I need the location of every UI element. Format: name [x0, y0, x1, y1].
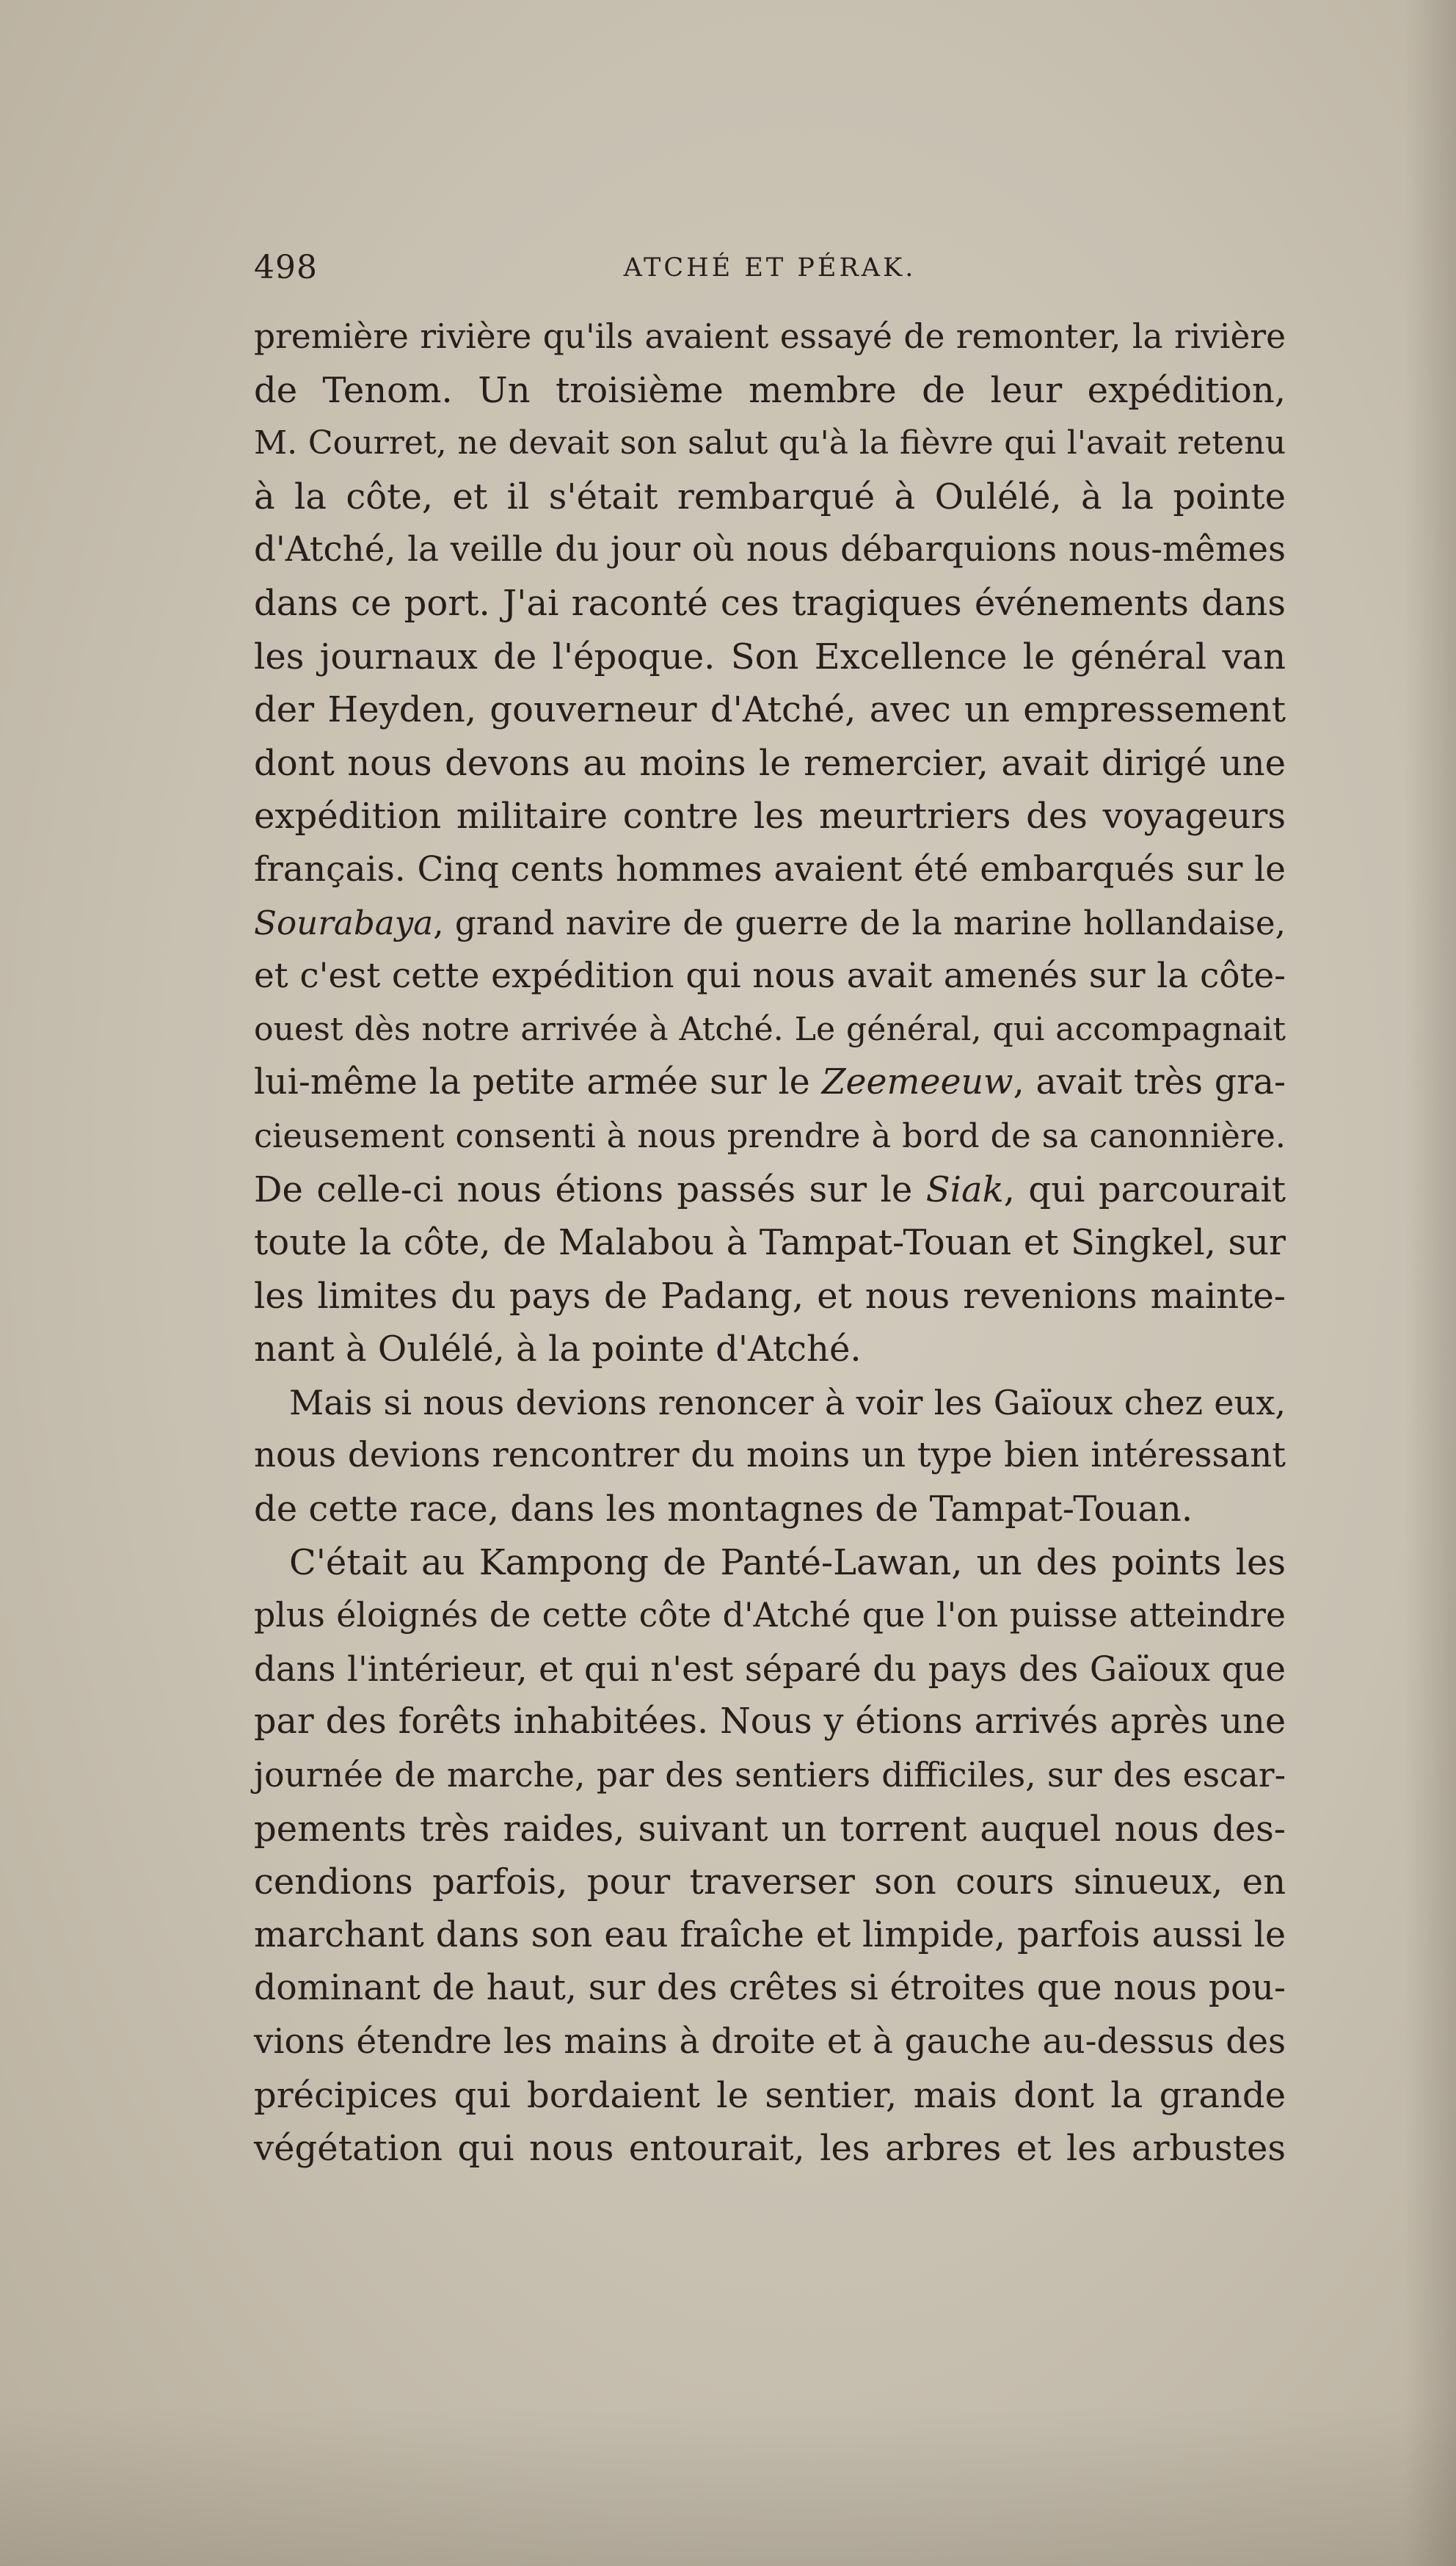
page-number: 498: [254, 249, 318, 286]
text-line-segment: vions étendre les mains à droite et à gauche au-dessus des: [254, 2021, 1286, 2062]
text-line-segment: der Heyden, gouverneur d'Atché, avec un empressement: [254, 689, 1286, 731]
text-line-segment: première rivière qu'ils avaient essayé de remonter, la rivière: [254, 317, 1286, 356]
text-line-segment: précipices qui bordaient le sentier, mais dont la grande: [254, 2074, 1286, 2116]
text-line-segment: marchant dans son eau fraîche et limpide, parfois aussi le: [254, 1914, 1286, 1955]
text-line: [254, 1483, 1286, 1536]
text-line-segment: les limites du pays de Padang, et nous revenions mainte-: [254, 1275, 1286, 1317]
text-line-segment: de cette race, dans les montagnes de Tampat-Touan.: [254, 1489, 1193, 1530]
text-line-segment: Mais si nous devions renoncer à voir les Gaïoux chez eux,: [289, 1382, 1286, 1422]
page-edge-shadow: [1405, 0, 1456, 2566]
text-line: [254, 790, 1286, 843]
text-line-segment: cieusement consenti à nous prendre à bord de sa canonnière.: [254, 1116, 1286, 1155]
italic-segment: Siak: [925, 1168, 1004, 1210]
text-line: [254, 1962, 1286, 2016]
text-line-segment: végétation qui nous entourait, les arbres et les arbustes: [254, 2128, 1286, 2170]
text-line: [254, 1749, 1286, 1803]
text-line: [254, 1429, 1286, 1483]
text-line: [254, 1110, 1286, 1163]
text-line: [254, 1376, 1286, 1430]
text-line: [254, 843, 1286, 897]
text-line: [254, 1589, 1286, 1643]
text-line-segment: cendions parfois, pour traverser son cours sinueux, en: [254, 1861, 1286, 1903]
text-line: [254, 1323, 1286, 1376]
text-line-segment: les journaux de l'époque. Son Excellence le général van: [254, 636, 1286, 677]
text-line: [254, 523, 1286, 577]
text-line: [254, 417, 1286, 470]
text-line-segment: par des forêts inhabitées. Nous y étions arrivés après une: [254, 1701, 1286, 1742]
text-line: [254, 2069, 1286, 2123]
italic-segment: Zeemeeuw: [821, 1062, 1013, 1103]
body-text: [254, 310, 1286, 2176]
text-line-segment: nant à Oulélé, à la pointe d'Atché.: [254, 1329, 862, 1370]
text-line-segment: dans ce port. J'ai raconté ces tragiques événements dans: [254, 582, 1286, 624]
italic-segment: Sourabaya: [254, 903, 434, 942]
text-line: [254, 630, 1286, 684]
text-line: [254, 737, 1286, 790]
text-line-segment: De celle-ci nous étions passés sur le: [254, 1168, 926, 1210]
text-line: [254, 683, 1286, 737]
text-line-segment: plus éloignés de cette côte d'Atché que l'on puisse atteindre: [254, 1596, 1286, 1635]
text-line: [254, 1003, 1286, 1057]
text-line: [254, 1216, 1286, 1270]
text-line: [254, 1909, 1286, 1963]
text-line-segment: dans l'intérieur, et qui n'est séparé du pays des Gaïoux que: [254, 1649, 1286, 1689]
text-line-segment: français. Cinq cents hommes avaient été embarqués sur le: [254, 848, 1286, 890]
text-line: [254, 950, 1286, 1003]
text-line-segment: toute la côte, de Malabou à Tampat-Touan et Singkel, sur: [254, 1222, 1286, 1264]
text-line-segment: dominant de haut, sur des crêtes si étroites que nous pou-: [254, 1968, 1286, 2009]
text-line-segment: pements très raides, suivant un torrent auquel nous des-: [254, 1808, 1286, 1850]
text-line-segment: et c'est cette expédition qui nous avait amenés sur la côte-: [254, 956, 1286, 997]
text-line-segment: , avait très gra-: [1013, 1062, 1286, 1103]
text-line-segment: dont nous devons au moins le remercier, avait dirigé une: [254, 742, 1286, 784]
text-line: [254, 1643, 1286, 1696]
text-line-segment: d'Atché, la veille du jour où nous débarquions nous-mêmes: [254, 530, 1286, 570]
text-line-segment: ouest dès notre arrivée à Atché. Le général, qui accompagnait: [254, 1010, 1286, 1048]
text-line-segment: expédition militaire contre les meurtriers des voyageurs: [254, 796, 1286, 837]
text-line: [254, 2016, 1286, 2069]
text-line: [254, 577, 1286, 630]
text-line: [254, 1270, 1286, 1323]
text-line-segment: nous devions rencontrer du moins un type bien intéressant: [254, 1436, 1286, 1476]
text-line: [254, 1163, 1286, 1217]
text-line-segment: à la côte, et il s'était rembarqué à Oulélé, à la pointe: [254, 476, 1286, 517]
text-line: [254, 364, 1286, 418]
text-line: [254, 470, 1286, 524]
text-line: [254, 897, 1286, 951]
text-line: [254, 1536, 1286, 1590]
text-line-segment: , grand navire de guerre de la marine hollandaise,: [433, 903, 1286, 942]
running-head: ATCHÉ ET PÉRAK.: [623, 253, 917, 283]
text-line-segment: lui-même la petite armée sur le: [254, 1062, 822, 1103]
text-line: [254, 1056, 1286, 1110]
text-line: [254, 2122, 1286, 2176]
text-line-segment: de Tenom. Un troisième membre de leur expédition,: [254, 369, 1286, 411]
text-line: [254, 1856, 1286, 1909]
page-header: [254, 242, 1286, 294]
text-line: [254, 1803, 1286, 1856]
text-line: [254, 1695, 1286, 1749]
text-line-segment: , qui parcourait: [1003, 1168, 1286, 1210]
text-line-segment: journée de marche, par des sentiers difficiles, sur des escar-: [254, 1756, 1286, 1795]
text-line-segment: C'était au Kampong de Panté-Lawan, un des points les: [289, 1541, 1286, 1583]
page-bottom-shadow: [0, 2405, 1456, 2566]
text-line-segment: M. Courret, ne devait son salut qu'à la fièvre qui l'avait retenu: [254, 424, 1286, 462]
text-line: [254, 310, 1286, 364]
